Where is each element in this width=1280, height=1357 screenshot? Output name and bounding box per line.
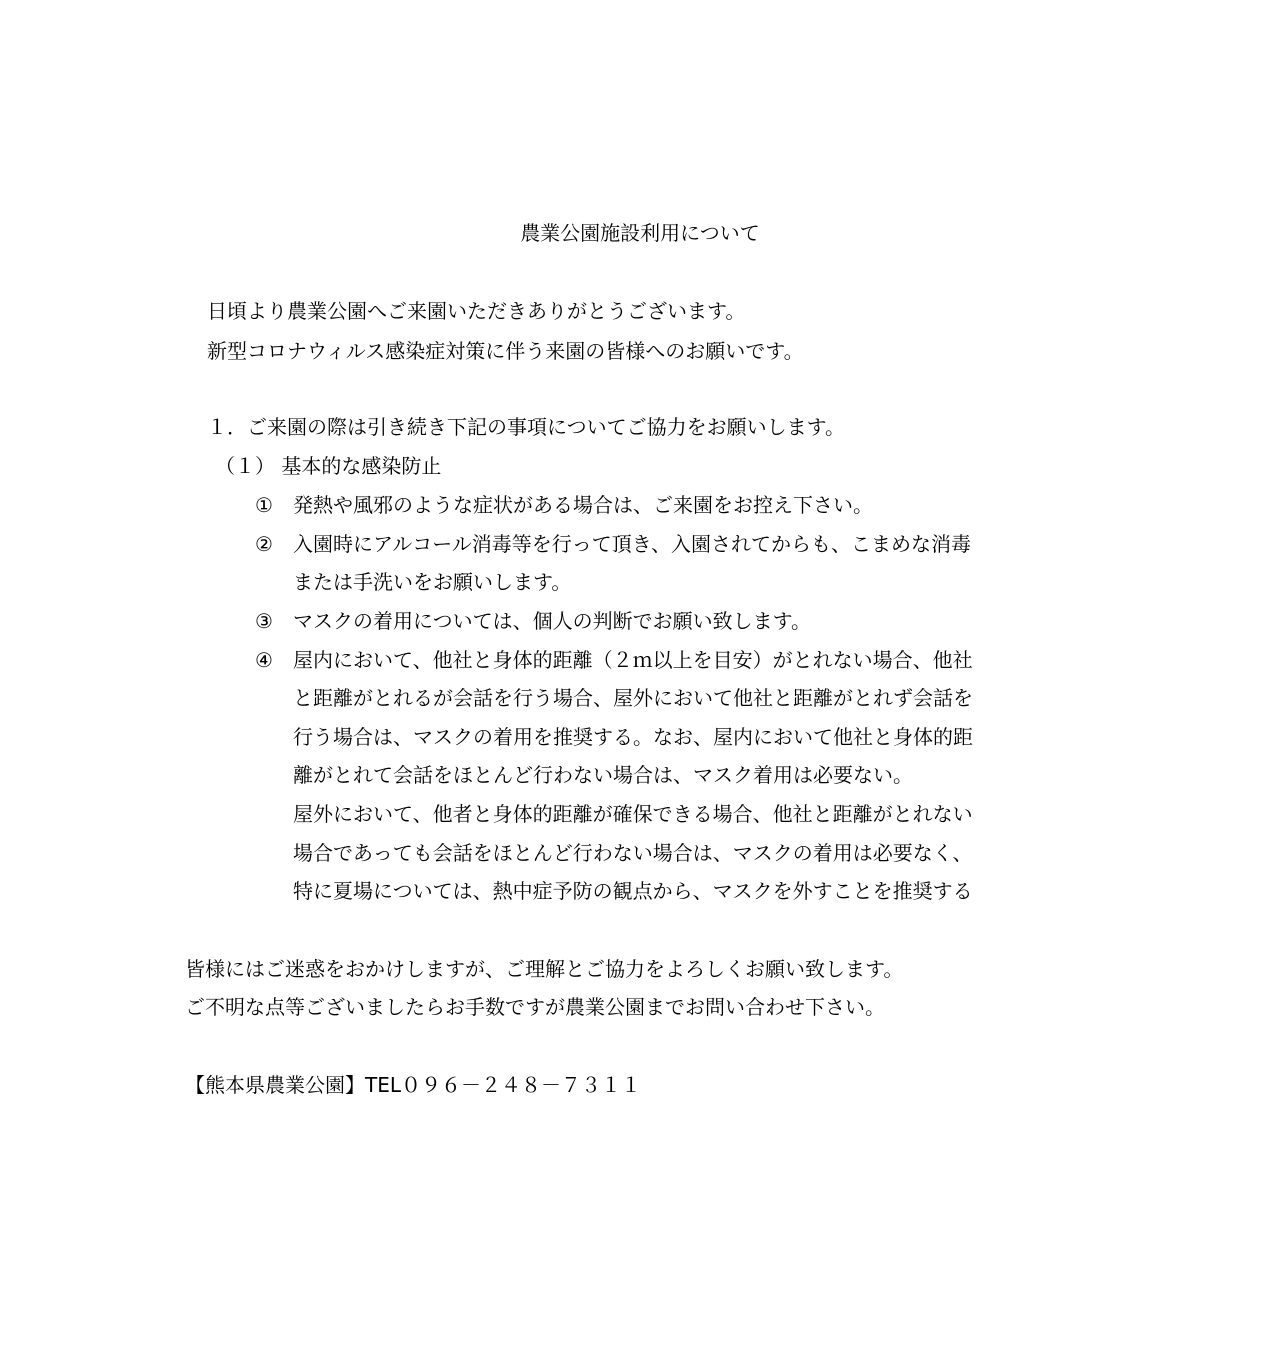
item-3-line-1: マスクの着用については、個人の判断でお願い致します。: [293, 609, 811, 633]
item-4-line-6: 場合であっても会話をほとんど行わない場合は、マスクの着用は必要なく、: [293, 841, 973, 865]
item-marker-2: ②: [255, 532, 273, 556]
contact-line: 【熊本県農業公園】TEL０９６－２４８－７３１１: [185, 1073, 641, 1097]
item-marker-3: ③: [255, 609, 273, 633]
item-4-line-1: 屋内において、他社と身体的距離（２ｍ以上を目安）がとれない場合、他社: [293, 648, 973, 672]
intro-line-2: 新型コロナウィルス感染症対策に伴う来園の皆様へのお願いです。: [207, 339, 804, 363]
item-4-line-4: 離がとれて会話をほとんど行わない場合は、マスク着用は必要ない。: [293, 763, 913, 787]
closing-line-1: 皆様にはご迷惑をおかけしますが、ご理解とご協力をよろしくお願い致します。: [185, 957, 904, 981]
subsection-heading: （１） 基本的な感染防止: [215, 454, 442, 478]
item-4-line-5: 屋外において、他者と身体的距離が確保できる場合、他社と距離がとれない: [293, 802, 973, 826]
item-4-line-2: と距離がとれるが会話を行う場合、屋外において他社と距離がとれず会話を: [293, 686, 973, 710]
closing-line-2: ご不明な点等ございましたらお手数ですが農業公園までお問い合わせ下さい。: [185, 995, 885, 1019]
section-heading: １．ご来園の際は引き続き下記の事項についてご協力をお願いします。: [207, 415, 845, 439]
page-title: 農業公園施設利用について: [520, 221, 760, 245]
item-2-line-1: 入園時にアルコール消毒等を行って頂き、入園されてからも、こまめな消毒: [293, 532, 971, 556]
item-2-line-2: または手洗いをお願いします。: [293, 570, 572, 594]
item-marker-4: ④: [255, 648, 273, 672]
item-marker-1: ①: [255, 493, 273, 517]
item-4-line-7: 特に夏場については、熱中症予防の観点から、マスクを外すことを推奨する: [293, 879, 973, 903]
item-1-line-1: 発熱や風邪のような症状がある場合は、ご来園をお控え下さい。: [293, 493, 873, 517]
item-4-line-3: 行う場合は、マスクの着用を推奨する。なお、屋内において他社と身体的距: [293, 725, 973, 749]
intro-line-1: 日頃より農業公園へご来園いただきありがとうございます。: [207, 299, 746, 323]
